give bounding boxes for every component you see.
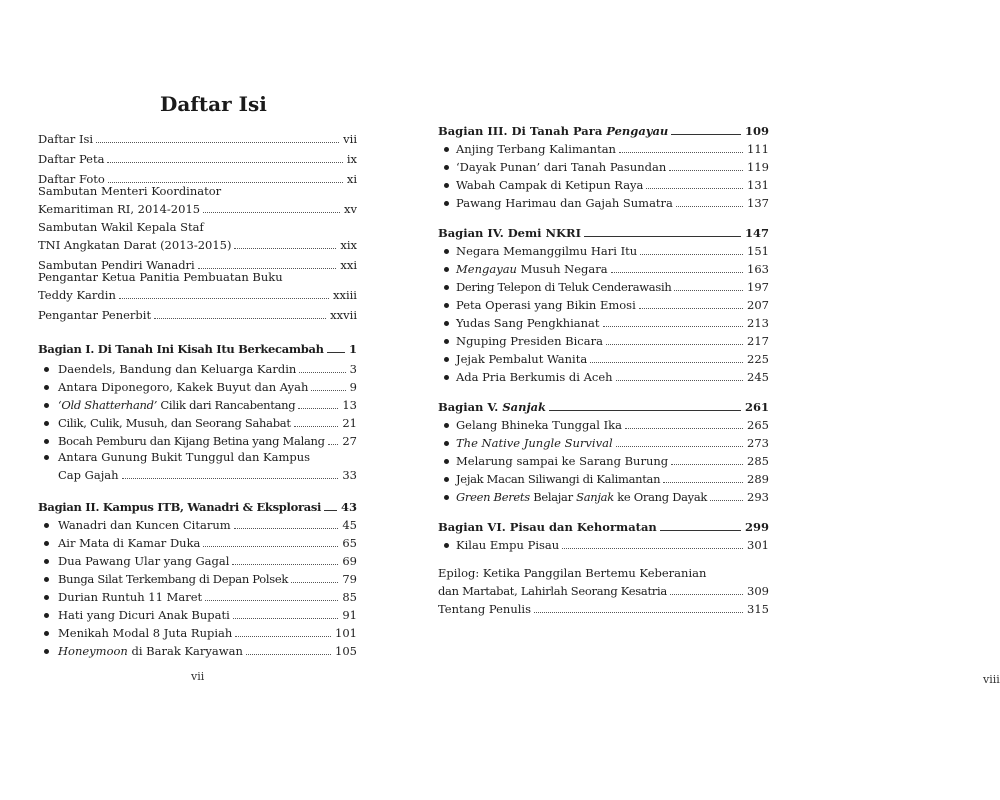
bullet-icon [444,249,449,254]
toc-entry-title: Jejak Pembalut Wanita [456,352,588,366]
dot-leader [119,298,329,299]
toc-entry-title: Ada Pria Berkumis di Aceh [456,370,613,384]
dot-leader [327,352,345,353]
toc-page-number: 69 [342,554,357,568]
toc-page-number: 105 [335,644,357,658]
bullet-icon [444,441,449,446]
dot-leader [584,236,741,237]
bullet-icon [444,183,449,188]
toc-entry-title: Daftar Peta [38,152,105,166]
toc-entry-line1: Sambutan Menteri Koordinator [38,184,222,198]
toc-entry [58,430,357,448]
toc-page-number: xv [344,202,357,216]
toc-page-number: xxvii [330,308,357,322]
bullet-icon [444,165,449,170]
dot-leader [203,546,338,547]
dot-leader [234,248,336,249]
toc-entry-title: Dua Pawang Ular yang Gagal [58,554,230,568]
toc-entry-title: Anjing Terbang Kalimantan [456,142,616,156]
toc-entry-title: Durian Runtuh 11 Maret [58,590,203,604]
dot-leader [640,254,743,255]
dot-leader [107,162,342,163]
toc-entry [58,640,357,658]
page-number-left: vii [191,670,205,683]
toc-page-number: 109 [744,124,769,138]
toc-entry-title: Bagian I. Di Tanah Ini Kisah Itu Berkecambah [38,342,324,356]
toc-page-number: 301 [747,538,769,552]
toc-page-number: 197 [747,280,769,294]
toc-section-heading [38,338,357,356]
toc-entry-title: Bagian IV. Demi NKRI [438,226,581,240]
toc-entry [456,276,769,294]
dot-leader [205,600,338,601]
toc-entry-title: Cilik, Culik, Musuh, dan Seorang Sahabat [58,416,291,430]
dot-leader [534,612,743,613]
toc-entry-title: Daftar Foto [38,172,105,186]
toc-entry [456,156,769,174]
toc-entry [58,514,357,532]
toc-page-number: 245 [747,370,769,384]
toc-page-number: 151 [747,244,769,258]
toc-entry [456,240,769,258]
toc-entry [438,598,769,616]
dot-leader [603,326,744,327]
toc-page-number: xix [340,238,357,252]
page-number-right: viii [983,673,1000,686]
bullet-icon [444,285,449,290]
bullet-icon [44,523,49,528]
toc-page-number: 33 [342,468,357,482]
dot-leader [710,500,743,501]
bullet-icon [44,367,49,372]
toc-entry-title: Cap Gajah [58,468,119,482]
toc-page-number: 79 [342,572,357,586]
dot-leader [671,464,743,465]
toc-page-number: 13 [342,398,357,412]
toc-section-heading [438,222,769,240]
toc-page-number: xxiii [332,288,357,302]
toc-page-number: 9 [349,380,357,394]
bullet-icon [444,495,449,500]
dot-leader [311,390,345,391]
toc-entry-title: The Native Jungle Survival [456,436,613,450]
dot-leader [674,290,743,291]
bullet-icon [444,357,449,362]
toc-entry [456,174,769,192]
dot-leader [291,582,338,583]
toc-section-heading [438,120,769,138]
toc-entry-title: Negara Memanggilmu Hari Itu [456,244,638,258]
toc-entry-title: Daendels, Bandung dan Keluarga Kardin [58,362,297,376]
bullet-icon [444,543,449,548]
toc-entry [58,604,357,622]
toc-entry-title: Hati yang Dicuri Anak Bupati [58,608,230,622]
bullet-icon [44,439,49,444]
toc-entry-title: Peta Operasi yang Bikin Emosi [456,298,636,312]
toc-entry [38,128,357,146]
toc-page-number: 163 [747,262,769,276]
dot-leader [234,528,339,529]
toc-entry-title: Bagian III. Di Tanah Para Pengayau [438,124,669,138]
dot-leader [625,428,743,429]
bullet-icon [44,403,49,408]
toc-page-number: 213 [747,316,769,330]
bullet-icon [44,541,49,546]
right-page [400,0,1000,800]
toc-entry-title: Bagian VI. Pisau dan Kehormatan [438,520,657,534]
bullet-icon [44,649,49,654]
dot-leader [562,548,743,549]
dot-leader [233,618,339,619]
toc-page-number: 131 [747,178,769,192]
toc-page-number: 309 [747,584,769,598]
dot-leader [660,530,741,531]
toc-section-heading [38,496,357,514]
toc-page-number: 119 [747,160,769,174]
toc-page-number: 45 [342,518,357,532]
toc-entry-title: Jejak Macan Siliwangi di Kalimantan [456,472,661,486]
bullet-icon [44,595,49,600]
toc-entry-title: Bagian II. Kampus ITB, Wanadri & Eksplorasi [38,500,322,514]
toc-entry-title: ‘Old Shatterhand’ Cilik dari Rancabentang [58,398,296,412]
toc-page-number: xxi [340,258,357,272]
toc-page-number: 285 [747,454,769,468]
toc-entry-title: ‘Dayak Punan’ dari Tanah Pasundan [456,160,667,174]
toc-page-number: 101 [335,626,357,640]
toc-entry [456,312,769,330]
toc-entry-title: Kilau Empu Pisau [456,538,560,552]
dot-leader [616,446,743,447]
toc-entry-title: Wanadri dan Kuncen Citarum [58,518,231,532]
dot-leader [328,444,339,445]
dot-leader [154,318,326,319]
toc-entry-title: Wabah Campak di Ketipun Raya [456,178,644,192]
toc-entry-title: Pawang Harimau dan Gajah Sumatra [456,196,673,210]
bullet-icon [44,385,49,390]
dot-leader [590,362,743,363]
dot-leader [203,212,340,213]
toc-page-number: 265 [747,418,769,432]
toc-page-number: 261 [744,400,769,414]
toc-entry-line1: Pengantar Ketua Panitia Pembuatan Buku [38,270,283,284]
dot-leader [676,206,743,207]
dot-leader [619,152,743,153]
toc-entry [38,304,357,322]
toc-entry-title: Daftar Isi [38,132,94,146]
toc-entry-title: Menikah Modal 8 Juta Rupiah [58,626,233,640]
toc-entry [456,330,769,348]
toc-entry [456,294,769,312]
toc-entry [58,532,357,550]
dot-leader [298,408,338,409]
toc-entry [58,394,357,412]
toc-page-number: 147 [744,226,769,240]
toc-entry [58,412,357,430]
toc-entry-title: Melarung sampai ke Sarang Burung [456,454,669,468]
dot-leader [646,188,743,189]
dot-leader [671,134,741,135]
bullet-icon [444,267,449,272]
toc-page-number: 1 [348,342,357,356]
toc-page-number: 299 [744,520,769,534]
toc-page-number: 207 [747,298,769,312]
toc-entry-title: Yudas Sang Pengkhianat [456,316,600,330]
bullet-icon [444,459,449,464]
toc-page-number: ix [346,152,357,166]
toc-page-number: vii [343,132,357,146]
bullet-icon [444,303,449,308]
toc-entry-title: Gelang Bhineka Tunggal Ika [456,418,622,432]
bullet-icon [44,631,49,636]
toc-entry [456,486,769,504]
toc-entry-title: Antara Diponegoro, Kakek Buyut dan Ayah [58,380,309,394]
bullet-icon [444,201,449,206]
toc-entry [58,586,357,604]
toc-page-number: 3 [349,362,357,376]
toc-list-right [400,0,800,800]
toc-entry-title: Sambutan Pendiri Wanadri [38,258,195,272]
toc-entry-title: Bunga Silat Terkembang di Depan Polsek [58,572,289,586]
toc-entry-title: Teddy Kardin [38,288,116,302]
dot-leader [639,308,743,309]
toc-page-number: 85 [342,590,357,604]
toc-entry [456,366,769,384]
bullet-icon [44,613,49,618]
dot-leader [611,272,743,273]
dot-leader [294,426,339,427]
dot-leader [235,636,331,637]
toc-entry [456,450,769,468]
bullet-icon [44,559,49,564]
toc-entry-title: dan Martabat, Lahirlah Seorang Kesatria [438,584,667,598]
toc-entry [58,550,357,568]
dot-leader [324,510,337,511]
toc-entry-title: TNI Angkatan Darat (2013-2015) [38,238,232,252]
dot-leader [549,410,741,411]
toc-entry [438,580,769,598]
toc-page-number: 43 [340,500,357,514]
dot-leader [299,372,345,373]
toc-entry-title: Nguping Presiden Bicara [456,334,603,348]
dot-leader [669,170,743,171]
bullet-icon [44,455,49,460]
toc-entry [456,192,769,210]
toc-entry-title: Dering Telepon di Teluk Cenderawasih [456,280,672,294]
toc-page-number: 289 [747,472,769,486]
bullet-icon [444,147,449,152]
toc-page-number: 225 [747,352,769,366]
bullet-icon [444,321,449,326]
bullet-icon [444,477,449,482]
toc-section-heading [438,516,769,534]
dot-leader [616,380,744,381]
toc-page-number: 273 [747,436,769,450]
bullet-icon [44,421,49,426]
toc-entry [58,568,357,586]
toc-page-number: 111 [747,142,769,156]
toc-entry [456,432,769,450]
toc-page-number: 65 [342,536,357,550]
toc-entry [456,414,769,432]
toc-entry [456,348,769,366]
toc-section-heading [438,396,769,414]
toc-entry-title: Bagian V. Sanjak [438,400,547,414]
toc-title: Daftar Isi [160,92,267,116]
left-page [0,0,400,800]
toc-entry [456,468,769,486]
toc-page-number: 91 [342,608,357,622]
dot-leader [198,268,337,269]
toc-entry-line1: Sambutan Wakil Kepala Staf [38,220,204,234]
dot-leader [96,142,339,143]
dot-leader [232,564,338,565]
toc-entry-line1: Antara Gunung Bukit Tunggul dan Kampus [58,450,311,464]
toc-page-number: 293 [747,490,769,504]
dot-leader [108,182,343,183]
toc-entry-title: Kemaritiman RI, 2014-2015 [38,202,201,216]
bullet-icon [444,423,449,428]
toc-entry [58,464,357,482]
toc-page-number: 217 [747,334,769,348]
toc-entry [58,622,357,640]
dot-leader [663,482,743,483]
bullet-icon [444,339,449,344]
toc-entry [456,258,769,276]
toc-entry-title: Green Berets Belajar Sanjak ke Orang Dayak [456,490,708,504]
toc-entry-title: Tentang Penulis [438,602,531,616]
dot-leader [606,344,743,345]
toc-entry [38,148,357,166]
dot-leader [670,594,743,595]
toc-entry [58,358,357,376]
toc-page-number: 21 [342,416,357,430]
toc-entry [58,376,357,394]
toc-entry-title: Pengantar Penerbit [38,308,152,322]
toc-page-number: 315 [747,602,769,616]
toc-page-number: 27 [342,434,357,448]
bullet-icon [44,577,49,582]
toc-entry-title: Mengayau Musuh Negara [456,262,608,276]
toc-page-number: xi [346,172,357,186]
dot-leader [246,654,331,655]
bullet-icon [444,375,449,380]
toc-entry [38,284,357,302]
dot-leader [122,478,339,479]
toc-entry [38,198,357,216]
toc-entry [456,138,769,156]
toc-entry-title: Air Mata di Kamar Duka [58,536,201,550]
toc-entry-title: Honeymoon di Barak Karyawan [58,644,243,658]
toc-entry [456,534,769,552]
toc-entry [38,234,357,252]
toc-page-number: 137 [747,196,769,210]
toc-entry-line1: Epilog: Ketika Panggilan Bertemu Keberanian [438,566,707,580]
toc-entry-title: Bocah Pemburu dan Kijang Betina yang Malang [58,434,325,448]
